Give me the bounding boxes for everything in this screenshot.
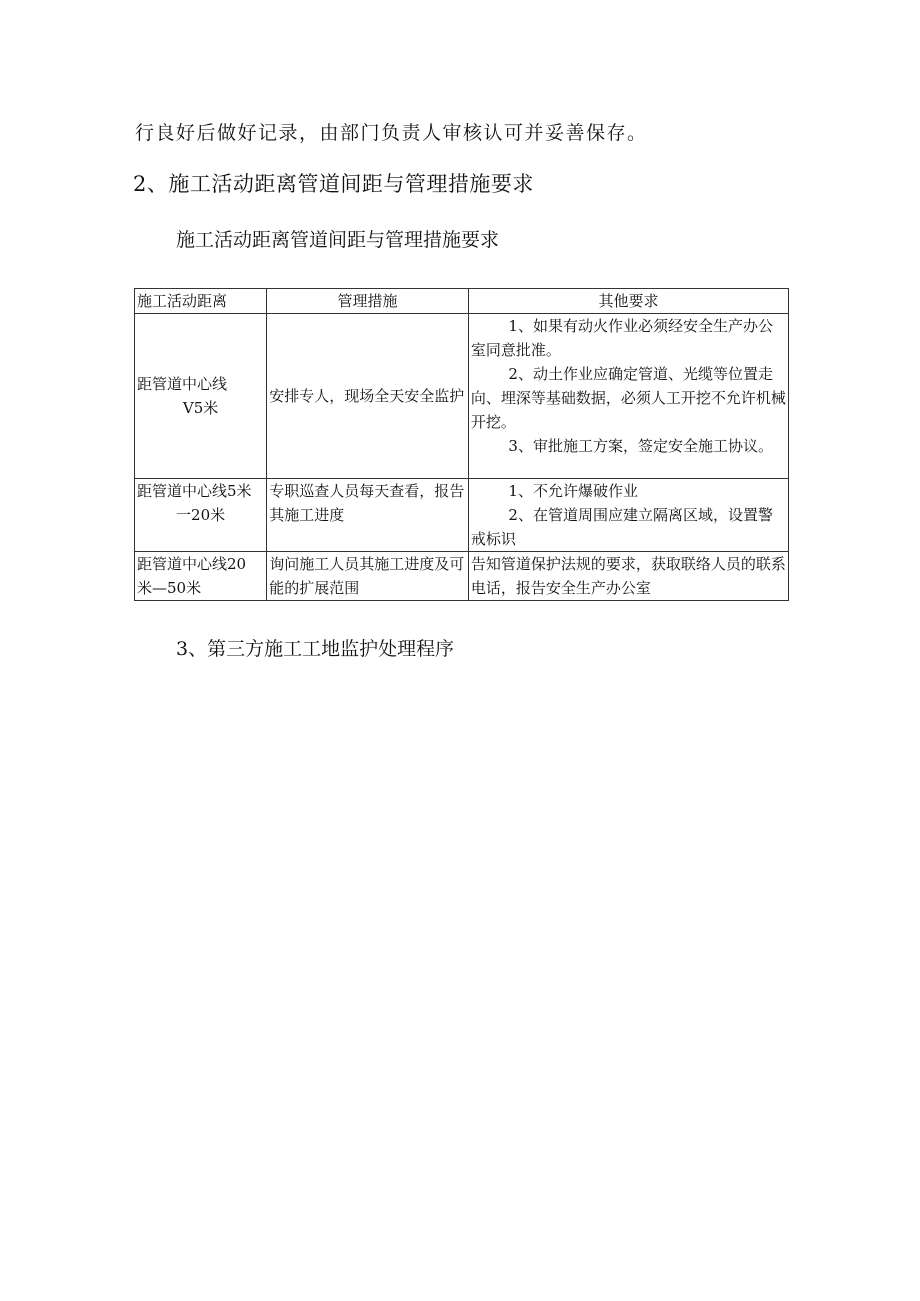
header-distance: 施工活动距离 <box>135 289 267 314</box>
requirement-item: 2、在管道周围应建立隔离区域，设置警戒标识 <box>470 506 773 548</box>
requirements-cell <box>468 479 788 552</box>
distance-line: 一20米 <box>176 506 226 524</box>
table-row <box>135 479 789 552</box>
distance-line: V5米 <box>182 399 219 417</box>
requirements-cell <box>468 314 788 479</box>
section-2-heading: 2、施工活动距离管道间距与管理措施要求 <box>133 172 534 196</box>
requirement-item: 告知管道保护法规的要求，获取联络人员的联系电话，报告安全生产办公室 <box>470 555 786 597</box>
distance-line: 距管道中心线5米 <box>137 482 252 500</box>
requirement-item: 1、如果有动火作业必须经安全生产办公室同意批准。 <box>470 317 773 359</box>
distance-line: 距管道中心线20 <box>137 555 247 573</box>
requirements-cell <box>468 552 788 601</box>
measure-cell: 安排专人，现场全天安全监护 <box>267 314 469 479</box>
table-row <box>135 314 789 479</box>
distance-cell <box>135 314 267 479</box>
table-row <box>135 552 789 601</box>
measure-cell: 询问施工人员其施工进度及可能的扩展范围 <box>267 552 469 601</box>
distance-line: 米—50米 <box>137 579 202 597</box>
requirement-item: 2、动土作业应确定管道、光缆等位置走向、埋深等基础数据，必须人工开挖不允许机械开挖。 <box>470 365 786 431</box>
section-3-heading: 3、第三方施工工地监护处理程序 <box>176 638 455 660</box>
requirement-item: 3、审批施工方案，签定安全施工协议。 <box>508 437 773 455</box>
distance-cell <box>135 479 267 552</box>
table-header-row <box>135 289 789 314</box>
distance-line: 距管道中心线 <box>137 375 228 393</box>
header-other-requirements: 其他要求 <box>468 289 788 314</box>
intro-paragraph-line: 行良好后做好记录，由部门负责人审核认可并妥善保存。 <box>135 122 648 144</box>
requirement-item: 1、不允许爆破作业 <box>508 482 638 500</box>
table-caption: 施工活动距离管道间距与管理措施要求 <box>176 229 500 251</box>
header-measures: 管理措施 <box>267 289 469 314</box>
measure-cell: 专职巡查人员每天查看，报告其施工进度 <box>267 479 469 552</box>
distance-cell <box>135 552 267 601</box>
distance-measures-table <box>134 288 789 601</box>
